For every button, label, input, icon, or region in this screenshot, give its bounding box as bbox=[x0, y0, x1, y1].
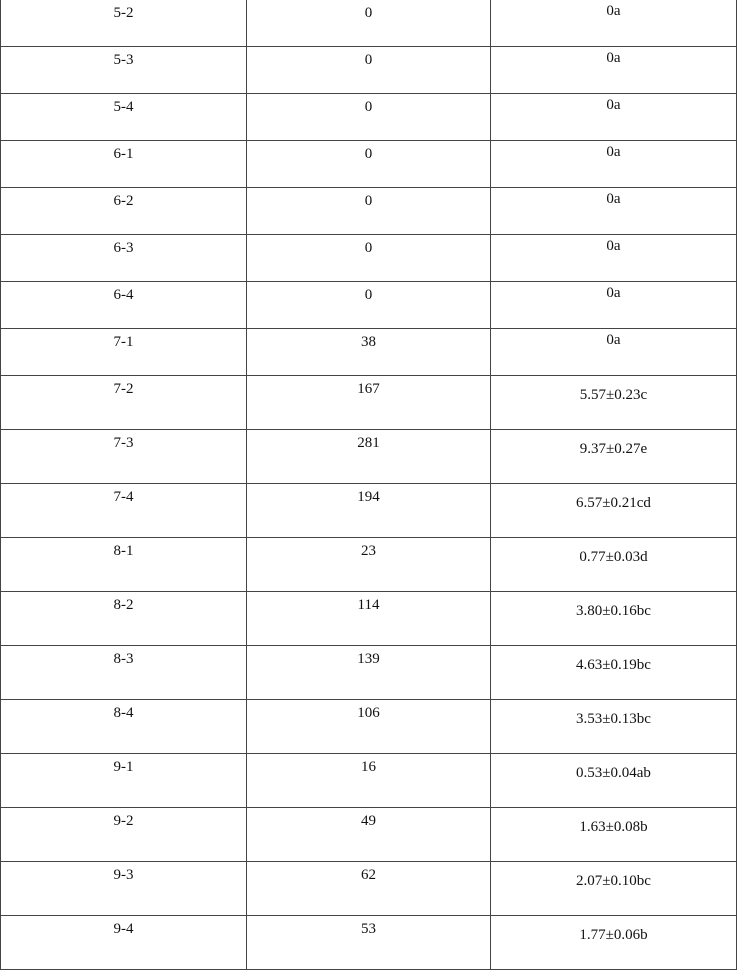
mean-value-cell: 3.80±0.16bc bbox=[491, 592, 737, 646]
table-row bbox=[1, 646, 737, 700]
sample-id-cell: 8-2 bbox=[1, 592, 247, 646]
table-row bbox=[1, 808, 737, 862]
sample-id-cell: 7-3 bbox=[1, 430, 247, 484]
table-row bbox=[1, 376, 737, 430]
table-row bbox=[1, 329, 737, 376]
mean-value-cell: 3.53±0.13bc bbox=[491, 700, 737, 754]
table-row bbox=[1, 538, 737, 592]
mean-value-cell: 0a bbox=[491, 47, 737, 94]
count-cell: 16 bbox=[247, 754, 491, 808]
table-row bbox=[1, 430, 737, 484]
table-row bbox=[1, 47, 737, 94]
count-cell: 0 bbox=[247, 282, 491, 329]
sample-id-cell: 7-2 bbox=[1, 376, 247, 430]
count-cell: 0 bbox=[247, 141, 491, 188]
mean-value-cell: 0.77±0.03d bbox=[491, 538, 737, 592]
table-row bbox=[1, 0, 737, 47]
mean-value-cell: 0a bbox=[491, 94, 737, 141]
count-cell: 53 bbox=[247, 916, 491, 970]
sample-id-cell: 6-3 bbox=[1, 235, 247, 282]
count-cell: 139 bbox=[247, 646, 491, 700]
mean-value-cell: 0.53±0.04ab bbox=[491, 754, 737, 808]
sample-id-cell: 6-2 bbox=[1, 188, 247, 235]
count-cell: 0 bbox=[247, 188, 491, 235]
mean-value-cell: 0a bbox=[491, 141, 737, 188]
count-cell: 0 bbox=[247, 94, 491, 141]
sample-id-cell: 8-3 bbox=[1, 646, 247, 700]
table-body bbox=[1, 0, 737, 970]
table-row bbox=[1, 754, 737, 808]
mean-value-cell: 0a bbox=[491, 0, 737, 47]
count-cell: 62 bbox=[247, 862, 491, 916]
sample-id-cell: 9-3 bbox=[1, 862, 247, 916]
sample-id-cell: 5-2 bbox=[1, 0, 247, 47]
mean-value-cell: 4.63±0.19bc bbox=[491, 646, 737, 700]
sample-id-cell: 9-4 bbox=[1, 916, 247, 970]
table-row bbox=[1, 700, 737, 754]
mean-value-cell: 9.37±0.27e bbox=[491, 430, 737, 484]
mean-value-cell: 0a bbox=[491, 235, 737, 282]
table-row bbox=[1, 282, 737, 329]
sample-id-cell: 9-2 bbox=[1, 808, 247, 862]
sample-id-cell: 8-1 bbox=[1, 538, 247, 592]
mean-value-cell: 0a bbox=[491, 282, 737, 329]
table-row bbox=[1, 484, 737, 538]
count-cell: 114 bbox=[247, 592, 491, 646]
mean-value-cell: 2.07±0.10bc bbox=[491, 862, 737, 916]
mean-value-cell: 1.77±0.06b bbox=[491, 916, 737, 970]
mean-value-cell: 5.57±0.23c bbox=[491, 376, 737, 430]
sample-id-cell: 6-4 bbox=[1, 282, 247, 329]
count-cell: 38 bbox=[247, 329, 491, 376]
count-cell: 281 bbox=[247, 430, 491, 484]
count-cell: 23 bbox=[247, 538, 491, 592]
count-cell: 194 bbox=[247, 484, 491, 538]
count-cell: 0 bbox=[247, 235, 491, 282]
table-row bbox=[1, 141, 737, 188]
sample-id-cell: 9-1 bbox=[1, 754, 247, 808]
table-row bbox=[1, 94, 737, 141]
sample-id-cell: 7-1 bbox=[1, 329, 247, 376]
table-row bbox=[1, 862, 737, 916]
table-row bbox=[1, 916, 737, 970]
table-row bbox=[1, 235, 737, 282]
mean-value-cell: 1.63±0.08b bbox=[491, 808, 737, 862]
sample-id-cell: 7-4 bbox=[1, 484, 247, 538]
mean-value-cell: 0a bbox=[491, 188, 737, 235]
sample-id-cell: 6-1 bbox=[1, 141, 247, 188]
sample-id-cell: 8-4 bbox=[1, 700, 247, 754]
table-row bbox=[1, 188, 737, 235]
mean-value-cell: 0a bbox=[491, 329, 737, 376]
table-row bbox=[1, 592, 737, 646]
count-cell: 49 bbox=[247, 808, 491, 862]
mean-value-cell: 6.57±0.21cd bbox=[491, 484, 737, 538]
sample-id-cell: 5-4 bbox=[1, 94, 247, 141]
count-cell: 0 bbox=[247, 0, 491, 47]
sample-id-cell: 5-3 bbox=[1, 47, 247, 94]
count-cell: 106 bbox=[247, 700, 491, 754]
count-cell: 0 bbox=[247, 47, 491, 94]
count-cell: 167 bbox=[247, 376, 491, 430]
